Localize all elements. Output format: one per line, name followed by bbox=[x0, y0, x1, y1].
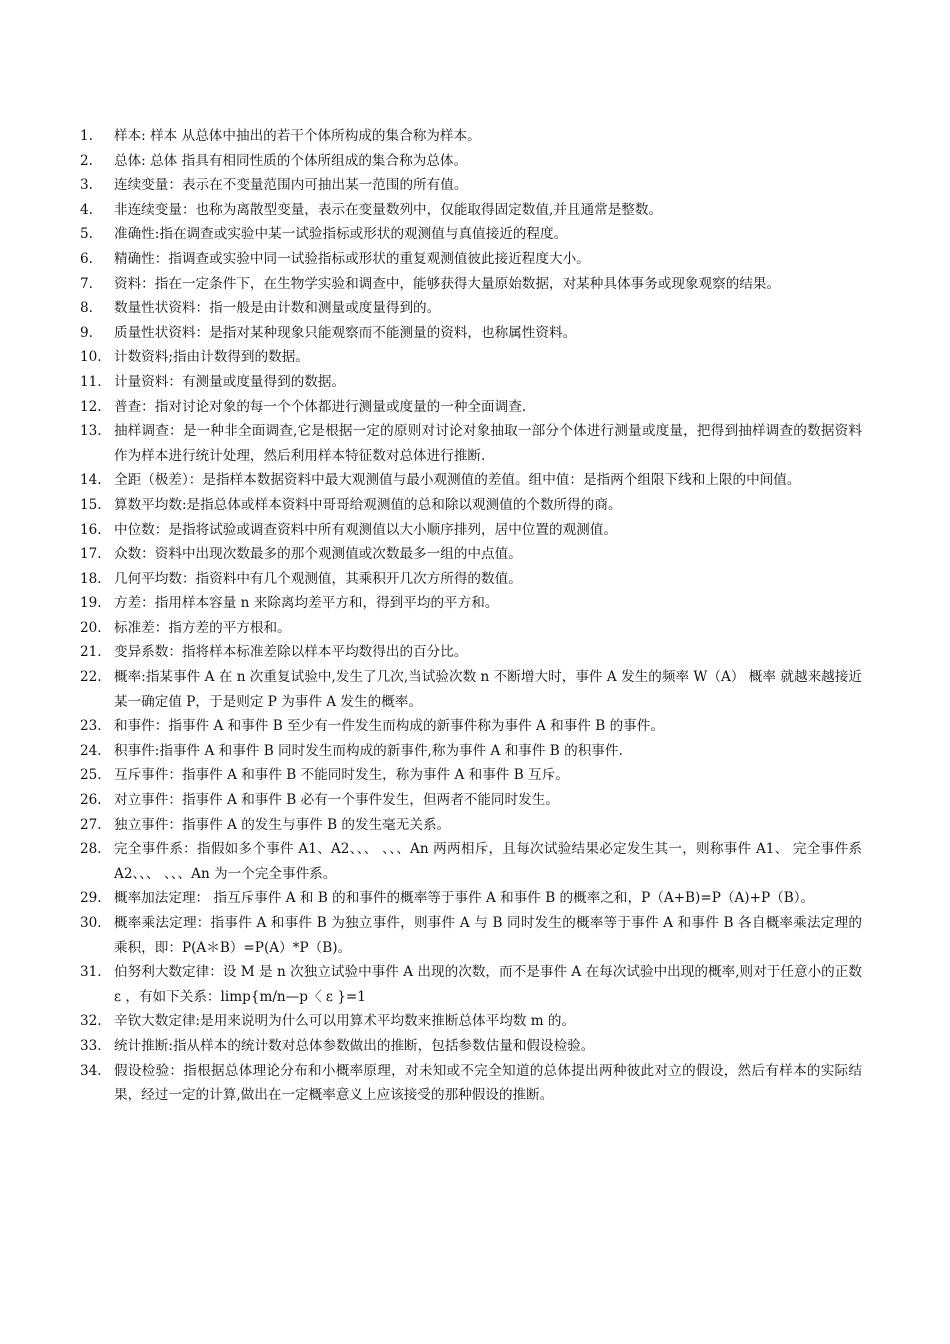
item-number: 10. bbox=[80, 349, 102, 366]
item-number: 15. bbox=[80, 496, 102, 513]
item-number: 34. bbox=[80, 1062, 102, 1079]
item-number: 26. bbox=[80, 792, 102, 809]
item-number: 1. bbox=[80, 128, 93, 144]
item-text: 方差：指用样本容量 n 来除离均差平方和，得到平均的平方和。 bbox=[114, 595, 499, 612]
item-text: 和事件：指事件 A 和事件 B 至少有一件发生而构成的新事件称为事件 A 和事件 B 的事件。 bbox=[114, 718, 664, 735]
list-item bbox=[80, 468, 862, 493]
item-number: 27. bbox=[80, 816, 102, 833]
item-text: 积事件:指事件 A 和事件 B 同时发生而构成的新事件,称为事件 A 和事件 B 的积事件. bbox=[114, 742, 623, 759]
list-item bbox=[80, 813, 862, 838]
list-item bbox=[80, 911, 862, 960]
item-number: 28. bbox=[80, 841, 102, 858]
item-number: 6. bbox=[80, 250, 93, 267]
list-item bbox=[80, 419, 862, 468]
item-text: 连续变量：表示在不变量范围内可抽出某一范围的所有值。 bbox=[114, 177, 468, 194]
item-number: 18. bbox=[80, 570, 102, 587]
item-text: 全距（极差）：是指样本数据资料中最大观测值与最小观测值的差值。组中值：是指两个组限下线和上限的中间值。 bbox=[114, 472, 801, 489]
item-number: 23. bbox=[80, 718, 102, 735]
item-text: 抽样调查：是一种非全面调查,它是根据一定的原则对讨论对象抽取一部分个体进行测量或度量，把得到抽样调查的数据资料作为样本进行统计处理，然后利用样本特征数对总体进行推断. bbox=[114, 423, 862, 464]
list-item bbox=[80, 493, 862, 518]
item-number: 29. bbox=[80, 890, 102, 907]
item-number: 16. bbox=[80, 521, 102, 538]
item-text: 众数：资料中出现次数最多的那个观测值或次数最多一组的中点值。 bbox=[114, 546, 522, 563]
item-number: 14. bbox=[80, 472, 102, 489]
item-number: 11. bbox=[80, 373, 102, 390]
item-text: 概率:指某事件 A 在 n 次重复试验中,发生了几次,当试验次数 n 不断增大时，事件 A 发生的频率 W（A） 概率 就越来越接近某一确定值 P，于是则定 P 为事件 A 发生的概率。 bbox=[114, 669, 862, 710]
item-text: 互斥事件：指事件 A 和事件 B 不能同时发生，称为事件 A 和事件 B 互斥。 bbox=[114, 767, 569, 784]
list-item bbox=[80, 222, 862, 247]
item-number: 30. bbox=[80, 915, 102, 931]
item-text: 标准差：指方差的平方根和。 bbox=[114, 619, 291, 636]
item-number: 19. bbox=[80, 595, 102, 612]
list-item bbox=[80, 518, 862, 543]
item-text: 计量资料：有测量或度量得到的数据。 bbox=[114, 373, 346, 390]
item-number: 33. bbox=[80, 1037, 102, 1054]
item-text: 计数资料;指由计数得到的数据。 bbox=[114, 349, 309, 366]
list-item bbox=[80, 739, 862, 764]
item-number: 25. bbox=[80, 767, 102, 784]
item-text: 资料：指在一定条件下，在生物学实验和调查中，能够获得大量原始数据，对某种具体事务或现象观察的结果。 bbox=[114, 275, 781, 292]
item-number: 32. bbox=[80, 1013, 102, 1030]
item-number: 4. bbox=[80, 201, 93, 218]
item-text: 算数平均数:是指总体或样本资料中哥哥给观测值的总和除以观测值的个数所得的商。 bbox=[114, 496, 622, 513]
item-text: 概率加法定理： 指互斥事件 A 和 B 的和事件的概率等于事件 A 和事件 B 的概率之和，P（A+B)=P（A)+P（B）。 bbox=[114, 890, 815, 907]
item-text: 统计推断:指从样本的统计数对总体参数做出的推断，包括参数估量和假设检验。 bbox=[114, 1037, 595, 1054]
item-number: 22. bbox=[80, 669, 102, 686]
item-number: 3. bbox=[80, 177, 93, 194]
item-text: 几何平均数：指资料中有几个观测值，其乘积开几次方所得的数值。 bbox=[114, 570, 522, 587]
list-item bbox=[80, 345, 862, 370]
item-text: 总体: 总体 指具有相同性质的个体所组成的集合称为总体。 bbox=[114, 152, 468, 169]
list-item bbox=[80, 665, 862, 714]
item-text: 中位数：是指将试验或调查资料中所有观测值以大小顺序排列，居中位置的观测值。 bbox=[114, 521, 617, 538]
definition-list bbox=[80, 124, 862, 1108]
item-number: 5. bbox=[80, 226, 93, 243]
item-text: 假设检验：指根据总体理论分布和小概率原理，对未知或不完全知道的总体提出两种彼此对立的假设，然后有样本的实际结果，经过一定的计算,做出在一定概率意义上应该接受的那种假设的推断。 bbox=[114, 1062, 862, 1104]
list-item bbox=[80, 1059, 862, 1108]
list-item bbox=[80, 296, 862, 321]
list-item bbox=[80, 886, 862, 911]
list-item bbox=[80, 198, 862, 223]
list-item bbox=[80, 788, 862, 813]
list-item bbox=[80, 714, 862, 739]
list-item bbox=[80, 247, 862, 272]
list-item bbox=[80, 395, 862, 420]
list-item bbox=[80, 149, 862, 174]
item-text: 质量性状资料：是指对某种现象只能观察而不能测量的资料，也称属性资料。 bbox=[114, 324, 577, 341]
list-item bbox=[80, 1034, 862, 1059]
item-number: 24. bbox=[80, 742, 102, 759]
list-item bbox=[80, 321, 862, 346]
item-number: 2. bbox=[80, 152, 93, 169]
item-text: 对立事件：指事件 A 和事件 B 必有一个事件发生，但两者不能同时发生。 bbox=[114, 792, 559, 809]
list-item bbox=[80, 567, 862, 592]
item-number: 7. bbox=[80, 275, 93, 292]
list-item bbox=[80, 960, 862, 1009]
item-number: 20. bbox=[80, 619, 102, 636]
list-item bbox=[80, 640, 862, 665]
item-text: 非连续变量：也称为离散型变量，表示在变量数列中，仅能取得固定数值,并且通常是整数。 bbox=[114, 201, 663, 218]
item-number: 31. bbox=[80, 964, 102, 981]
list-item bbox=[80, 591, 862, 616]
item-text: 概率乘法定理：指事件 A 和事件 B 为独立事件，则事件 A 与 B 同时发生的概率等于事件 A 和事件 B 各自概率乘法定理的乘积，即：P(A＊B）=P(A）*P（B)。 bbox=[114, 915, 862, 956]
list-item bbox=[80, 542, 862, 567]
item-text: 精确性：指调查或实验中同一试验指标或形状的重复观测值彼此接近程度大小。 bbox=[114, 250, 590, 267]
item-number: 21. bbox=[80, 644, 102, 661]
list-item bbox=[80, 370, 862, 395]
item-number: 9. bbox=[80, 324, 93, 341]
list-item bbox=[80, 837, 862, 886]
item-text: 伯努利大数定律：设 M 是 n 次独立试验中事件 A 出现的次数，而不是事件 A 在每次试验中出现的概率,则对于任意小的正数 ε ，有如下关系：limp{m/n—p〈 ε }=1 bbox=[114, 964, 862, 1005]
item-number: 12. bbox=[80, 398, 102, 415]
list-item bbox=[80, 763, 862, 788]
item-text: 数量性状资料：指一般是由计数和测量或度量得到的。 bbox=[114, 300, 441, 317]
list-item bbox=[80, 1009, 862, 1034]
item-text: 完全事件系：指假如多个事件 A1、A2、、、 、、、An 两两相斥，且每次试验结果必定发生其一，则称事件 A1、 完全事件系 A2、、、 、、、An 为一个完全事件系。 bbox=[114, 841, 862, 882]
item-text: 辛钦大数定律:是用来说明为什么可以用算术平均数来推断总体平均数 m 的。 bbox=[114, 1013, 576, 1030]
item-number: 13. bbox=[80, 423, 102, 440]
list-item bbox=[80, 124, 862, 149]
list-item bbox=[80, 616, 862, 641]
item-text: 独立事件：指事件 A 的发生与事件 B 的发生毫无关系。 bbox=[114, 816, 451, 833]
item-text: 普查：指对讨论对象的每一个个体都进行测量或度量的一种全面调查. bbox=[114, 398, 527, 415]
list-item bbox=[80, 272, 862, 297]
item-text: 变异系数：指将样本标准差除以样本平均数得出的百分比。 bbox=[114, 644, 468, 661]
item-text: 准确性:指在调查或实验中某一试验指标或形状的观测值与真值接近的程度。 bbox=[114, 226, 568, 243]
list-item bbox=[80, 173, 862, 198]
item-number: 8. bbox=[80, 300, 93, 317]
item-number: 17. bbox=[80, 546, 102, 563]
item-text: 样本: 样本 从总体中抽出的若干个体所构成的集合称为样本。 bbox=[114, 128, 481, 144]
